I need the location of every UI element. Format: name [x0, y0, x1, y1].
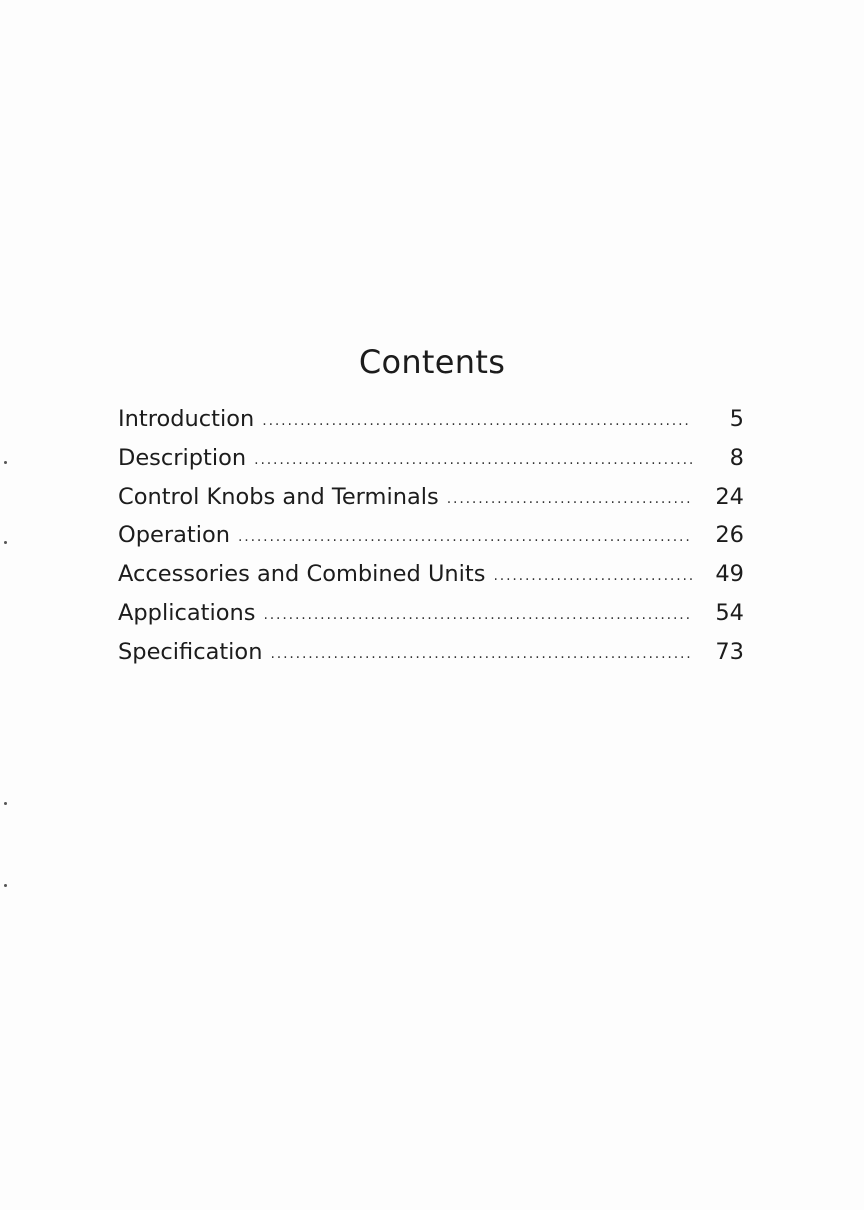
- toc-entry-page: 73: [715, 638, 744, 665]
- toc-entry-page: 8: [729, 444, 744, 471]
- toc-entry-page: 54: [715, 599, 744, 626]
- toc-entry-label: Control Knobs and Terminals: [118, 483, 439, 510]
- scan-speck: [4, 884, 7, 887]
- toc-entry-label: Accessories and Combined Units: [118, 561, 486, 588]
- toc-entry-accessories: [118, 555, 744, 594]
- toc-entry-label: Introduction: [118, 406, 255, 432]
- toc-entry-label: Operation: [118, 522, 230, 549]
- toc-entry-page: 24: [715, 483, 744, 510]
- toc-entry-label: Specification: [118, 638, 263, 665]
- page-title: Contents: [358, 343, 506, 381]
- toc-entry-description: [118, 439, 744, 478]
- toc-entry-label: Applications: [118, 599, 256, 626]
- toc-entry-page: 5: [729, 406, 744, 432]
- scan-speck: [4, 461, 7, 464]
- scan-speck: [4, 541, 7, 544]
- dot-leader: [447, 480, 692, 519]
- toc-entry-page: 49: [715, 561, 744, 588]
- dot-leader: [254, 441, 692, 480]
- toc-entry-page: 26: [715, 522, 744, 549]
- dot-leader: [263, 596, 692, 635]
- dot-leader: [238, 518, 692, 557]
- table-of-contents: [118, 400, 744, 672]
- dot-leader: [262, 402, 692, 441]
- toc-entry-applications: [118, 594, 744, 633]
- dot-leader: [493, 557, 692, 596]
- toc-entry-specification: [118, 633, 744, 672]
- toc-entry-operation: [118, 516, 744, 555]
- dot-leader: [270, 635, 692, 674]
- toc-entry-label: Description: [118, 444, 247, 471]
- scan-speck: [4, 802, 7, 805]
- toc-entry-control-knobs: [118, 478, 744, 517]
- toc-entry-introduction: [118, 400, 744, 439]
